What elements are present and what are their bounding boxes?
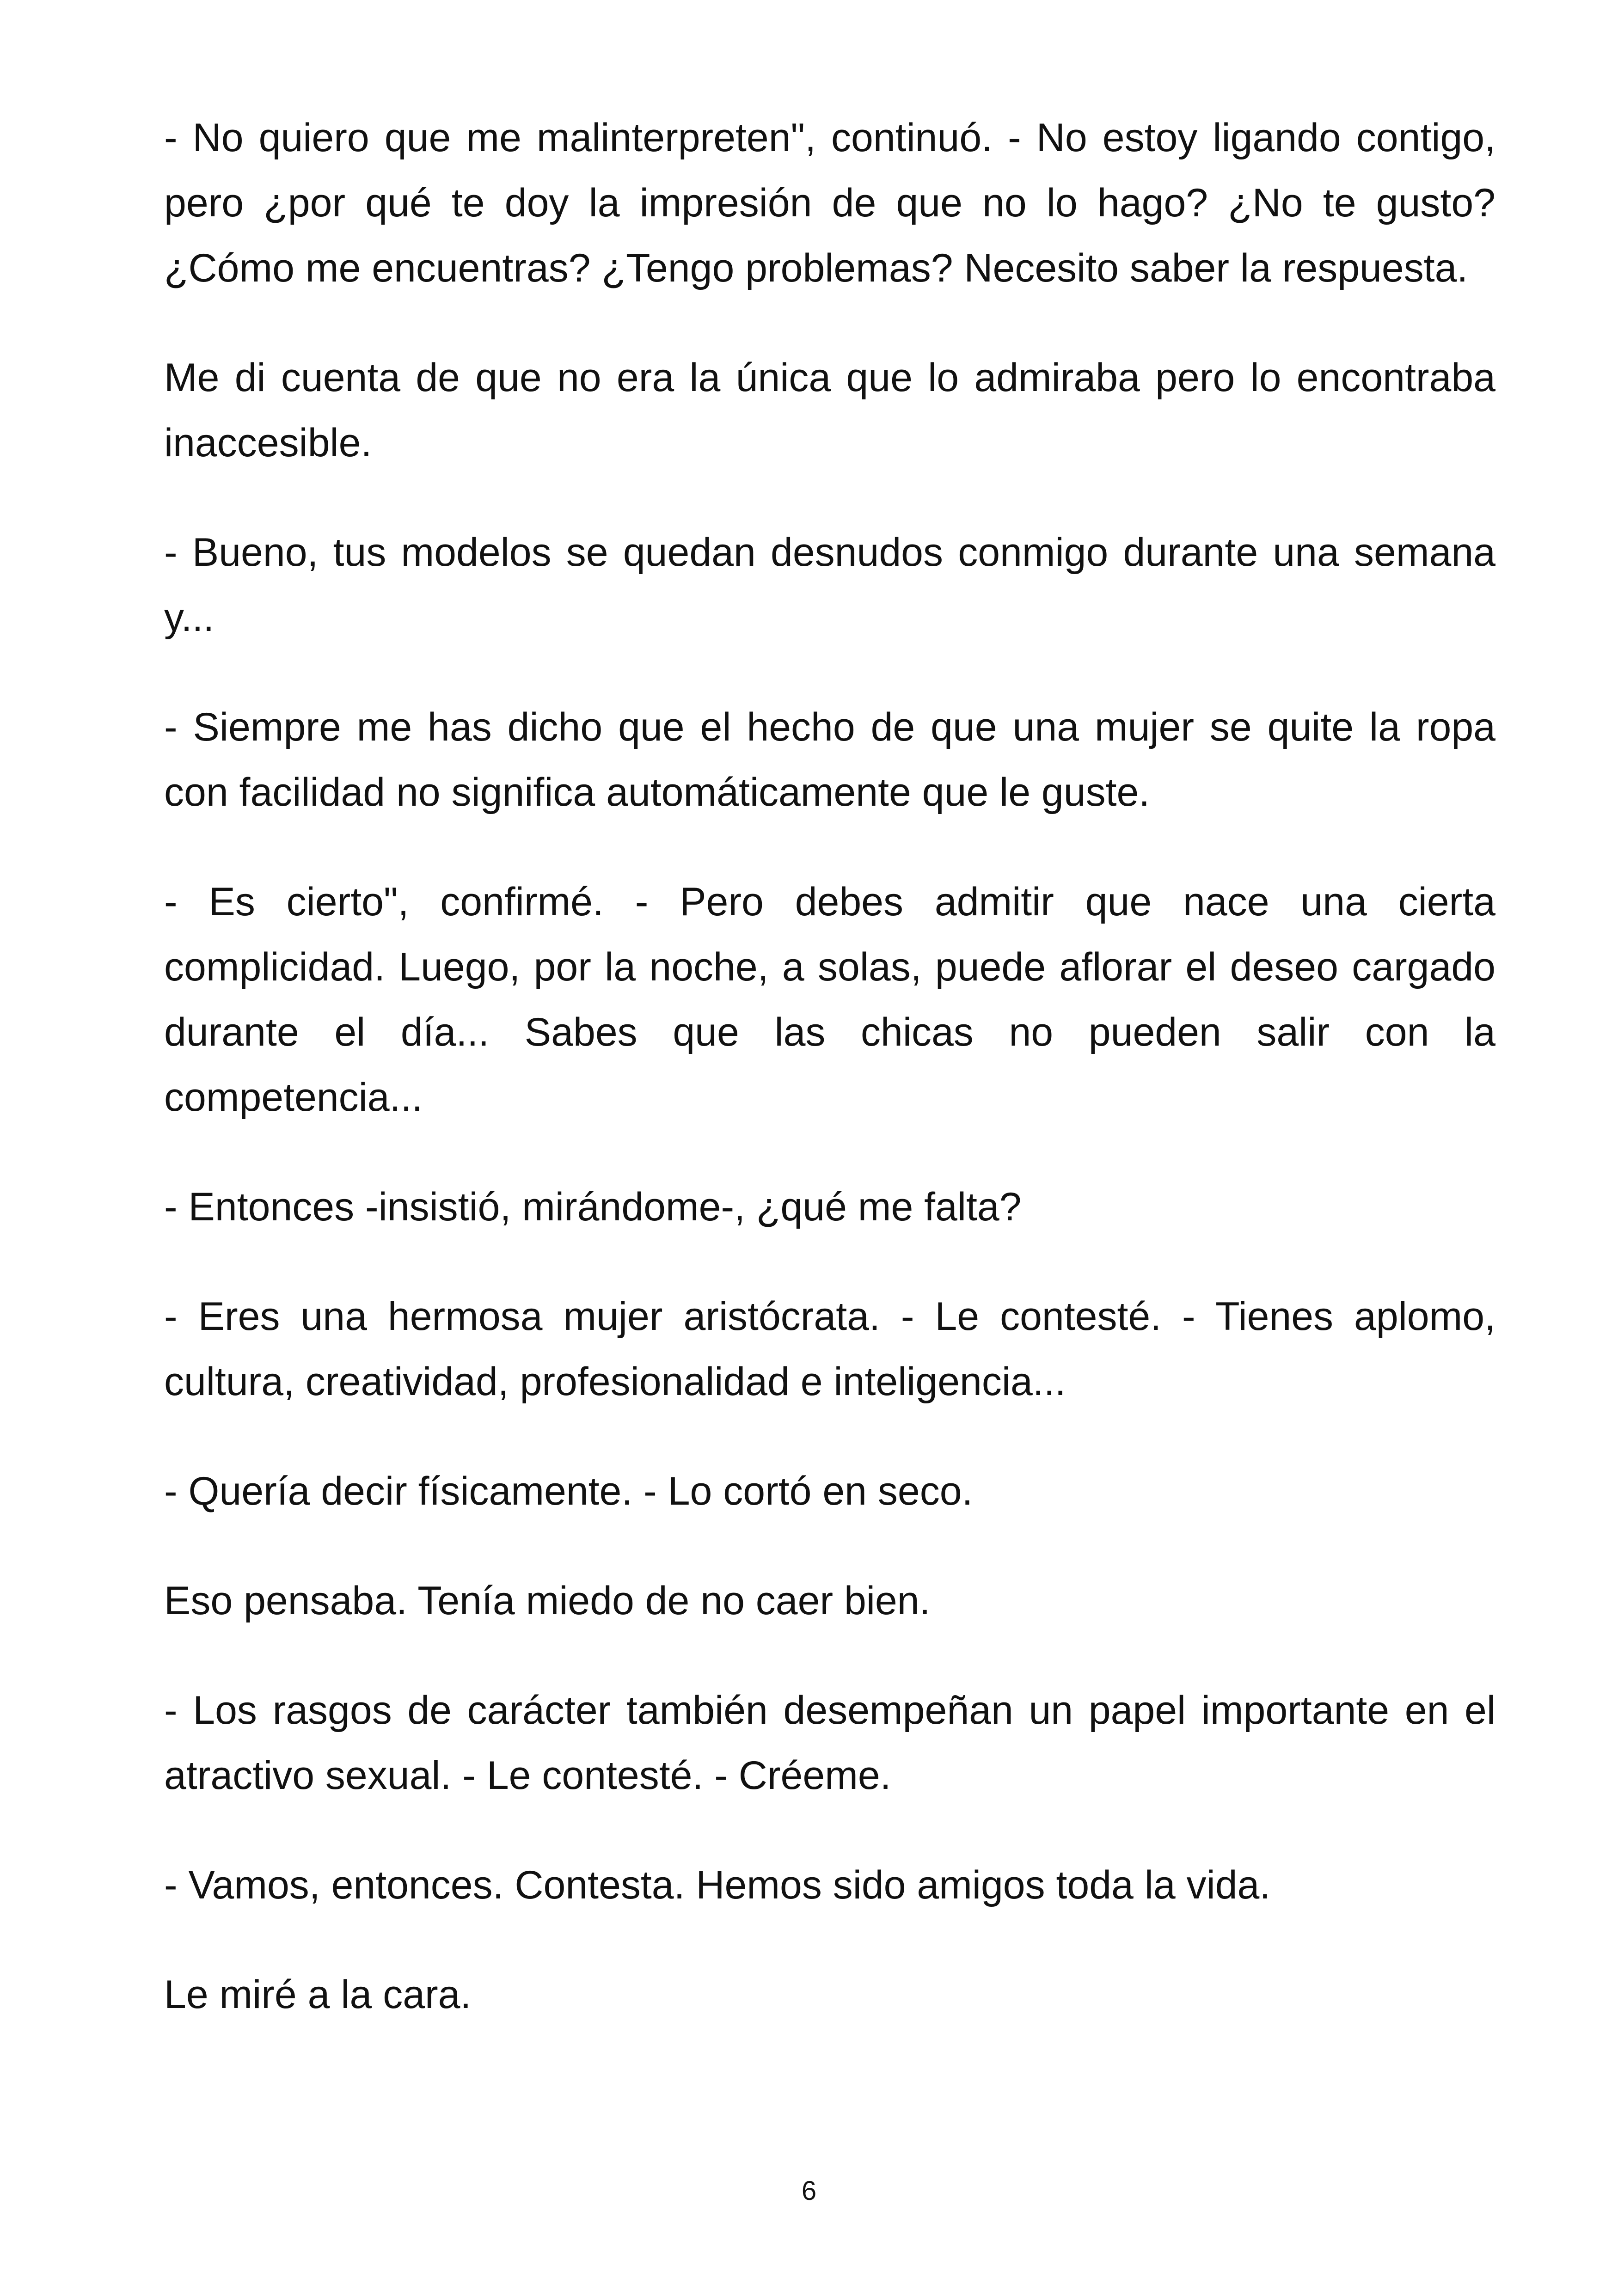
paragraph: - Quería decir físicamente. - Lo cortó en seco. bbox=[164, 1469, 973, 1513]
paragraph: Le miré a la cara. bbox=[164, 1972, 472, 2017]
paragraph: - Bueno, tus modelos se quedan desnudos conmigo durante una semana y... bbox=[164, 530, 1495, 640]
paragraph: - Entonces -insistió, mirándome-, ¿qué me falta? bbox=[164, 1185, 1022, 1229]
paragraph: - Es cierto", confirmé. - Pero debes admitir que nace una cierta complicidad. Luego, por la noche, a solas, puede aflorar el deseo cargado durante el día... Sabes que las chicas no pueden salir con la competencia... bbox=[164, 880, 1495, 1120]
body-text bbox=[164, 105, 1495, 2027]
paragraph: - Vamos, entonces. Contesta. Hemos sido amigos toda la vida. bbox=[164, 1863, 1271, 1907]
paragraph: Eso pensaba. Tenía miedo de no caer bien. bbox=[164, 1579, 931, 1623]
paragraph: - Siempre me has dicho que el hecho de que una mujer se quite la ropa con facilidad no significa automáticamente que le guste. bbox=[164, 705, 1495, 814]
paragraph: Me di cuenta de que no era la única que lo admiraba pero lo encontraba inaccesible. bbox=[164, 355, 1495, 465]
page-number: 6 bbox=[801, 2176, 817, 2206]
paragraph: - Eres una hermosa mujer aristócrata. - Le contesté. - Tienes aplomo, cultura, creatividad, profesionalidad e inteligencia... bbox=[164, 1294, 1495, 1404]
paragraph: - No quiero que me malinterpreten", continuó. - No estoy ligando contigo, pero ¿por qué te doy la impresión de que no lo hago? ¿No te gusto? ¿Cómo me encuentras? ¿Tengo problemas? Necesito saber la respuesta. bbox=[164, 116, 1495, 290]
paragraph: - Los rasgos de carácter también desempeñan un papel importante en el atractivo sexual. - Le contesté. - Créeme. bbox=[164, 1688, 1495, 1798]
